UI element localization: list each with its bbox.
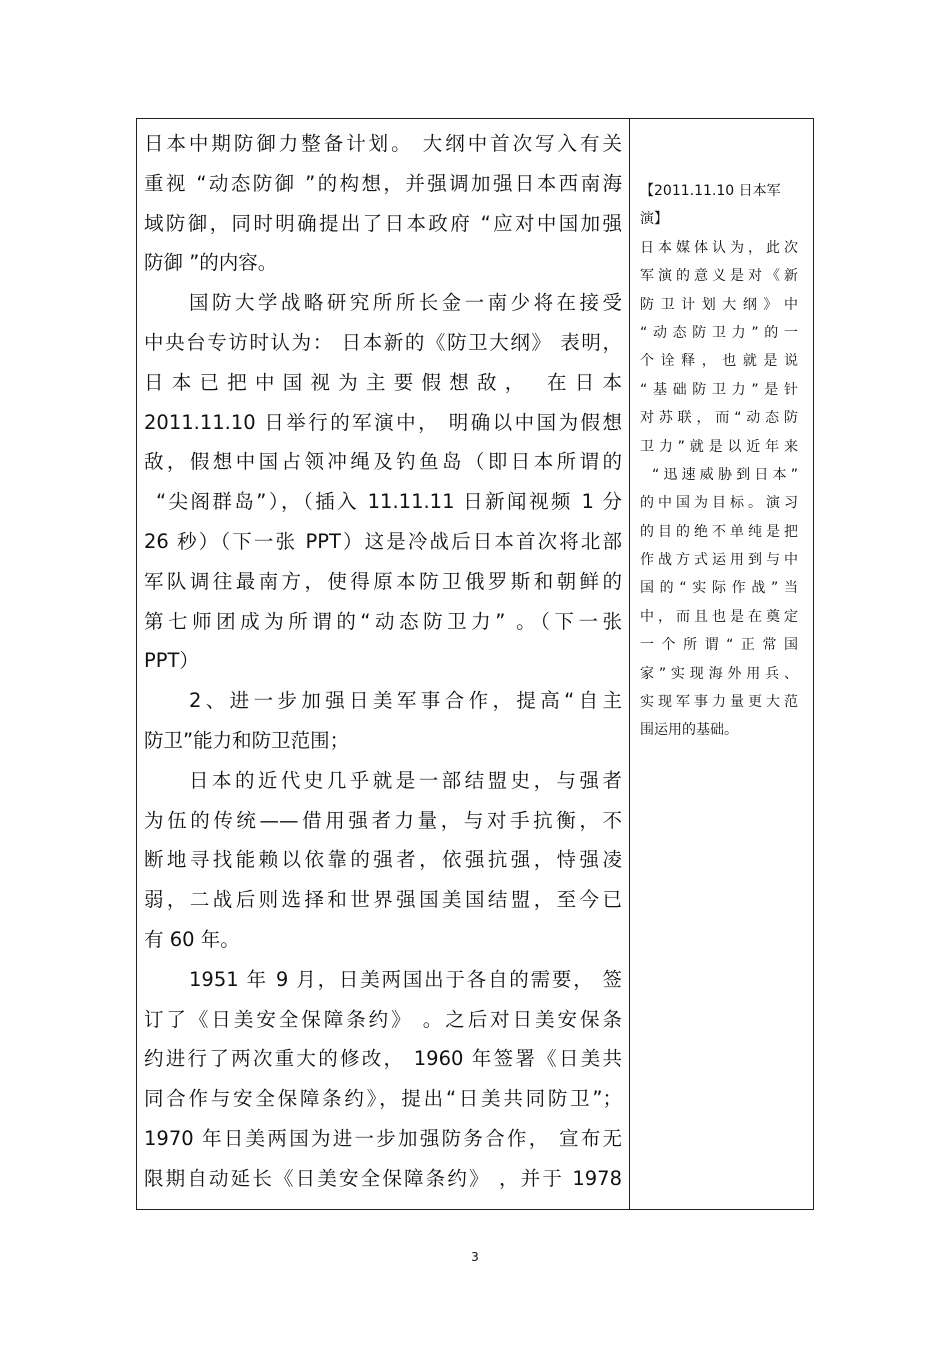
side-note-line: 个诠释，也就是说 xyxy=(640,353,798,370)
side-note-line: 演】 xyxy=(640,211,668,228)
main-text-line: 2011.11.10 日举行的军演中， 明确以中国为假想 xyxy=(144,410,622,434)
main-text-line: 弱，二战后则选择和世界强国美国结盟，至今已 xyxy=(144,888,622,912)
side-note-line: 日本媒体认为，此次 xyxy=(640,239,798,256)
column-divider xyxy=(629,118,630,1210)
side-note-line: 的目的绝不单纯是把 xyxy=(640,523,798,540)
side-note-line: 卫力”就是以近年来 xyxy=(640,438,798,455)
side-note-line: 家”实现海外用兵、 xyxy=(640,665,798,682)
main-text-line: 1951 年 9 月，日美两国出于各自的需要， 签 xyxy=(189,967,622,991)
side-note-line: “迅速威胁到日本” xyxy=(652,466,798,483)
main-text-line: 为伍的传统——借用强者力量，与对手抗衡，不 xyxy=(144,808,622,832)
side-note-line: 国的“实际作战”当 xyxy=(640,580,798,597)
main-text-line: 日本已把中国视为主要假想敌， 在日本 xyxy=(144,370,622,394)
main-text-line: 有 60 年。 xyxy=(144,927,240,951)
side-note-line: 防卫计划大纲》中 xyxy=(640,296,798,313)
side-note-column xyxy=(640,177,798,745)
side-note-line: 中，而且也是在奠定 xyxy=(640,608,798,625)
main-text-line: 防卫”能力和防卫范围； xyxy=(144,728,350,752)
page-number: 3 xyxy=(471,1250,479,1264)
main-text-line: 军队调往最南方，使得原本防卫俄罗斯和朝鲜的 xyxy=(144,569,622,593)
main-text-line: 断地寻找能赖以依靠的强者，依强抗强，恃强凌 xyxy=(144,848,622,872)
side-note-line: 实现军事力量更大范 xyxy=(640,694,798,711)
main-text-line: 26 秒）（下一张 PPT）这是冷战后日本首次将北部 xyxy=(144,529,622,553)
main-text-line: 第七师团成为所谓的“动态防卫力” 。（下一张 xyxy=(144,609,622,633)
main-text-line: 国防大学战略研究所所长金一南少将在接受 xyxy=(189,291,622,315)
main-text-line: 重视 “动态防御 ”的构想，并强调加强日本西南海 xyxy=(144,171,622,195)
side-note-line: “动态防卫力”的一 xyxy=(640,324,798,341)
main-text-line: 防御 ”的内容。 xyxy=(144,251,278,275)
main-text-line: 限期自动延长《日美安全保障条约》 ，并于 1978 xyxy=(144,1166,622,1190)
side-note-line: 围运用的基础。 xyxy=(640,722,738,739)
side-note-line: 军演的意义是对《新 xyxy=(640,268,798,285)
side-note-line: 【2011.11.10 日本军 xyxy=(640,183,781,199)
side-note-line: 对苏联，而“动态防 xyxy=(640,410,798,427)
side-note-line: 一个所谓“正常国 xyxy=(640,637,798,654)
side-note-line: “基础防卫力”是针 xyxy=(640,381,798,398)
main-text-line: 日本中期防御力整备计划。 大纲中首次写入有关 xyxy=(144,132,622,155)
main-text-column xyxy=(144,124,622,1199)
main-text-line: 1970 年日美两国为进一步加强防务合作， 宣布无 xyxy=(144,1126,622,1150)
main-text-line: 约进行了两次重大的修改， 1960 年签署《日美共 xyxy=(144,1047,622,1071)
main-text-line: 域防御，同时明确提出了日本政府 “应对中国加强 xyxy=(144,211,622,235)
main-text-line: 日本的近代史几乎就是一部结盟史，与强者 xyxy=(189,768,622,792)
side-note-line: 的中国为目标。演习 xyxy=(640,495,798,512)
main-text-line: “尖阁群岛”），（插入 11.11.11 日新闻视频 1 分 xyxy=(156,490,622,514)
main-text-line: 同合作与安全保障条约》，提出“日美共同防卫”； xyxy=(144,1087,622,1111)
main-text-line: PPT） xyxy=(144,649,199,673)
side-note-line: 作战方式运用到与中 xyxy=(640,552,798,569)
main-text-line: 中央台专访时认为： 日本新的《防卫大纲》 表明， xyxy=(144,330,622,354)
main-text-line: 敌，假想中国占领冲绳及钓鱼岛（即日本所谓的 xyxy=(144,450,622,474)
main-text-line: 2、进一步加强日美军事合作，提高“自主 xyxy=(189,689,622,713)
main-text-line: 订了《日美安全保障条约》 。之后对日美安保条 xyxy=(144,1007,622,1031)
